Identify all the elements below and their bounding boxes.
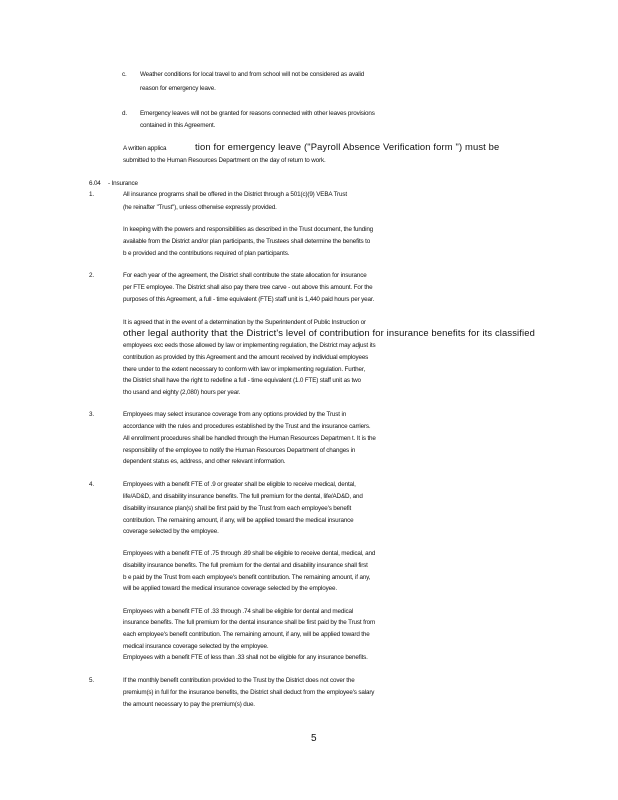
p4-line-14: Employees with a benefit FTE of less than .33 shall not be eligible for any insurance benefits.	[123, 654, 368, 661]
p2-line-5: other legal authority that the District's level of contribution for insurance benefits for its classified	[123, 327, 536, 338]
p2-label: 2.	[89, 272, 94, 279]
p1-line-4: available from the District and/or plan participants, the Trustees shall determine the benefits to	[123, 238, 371, 245]
p3-line-1: Employees may select insurance coverage from any options provided by the Trust in	[123, 411, 347, 418]
item-c-label: c.	[122, 71, 127, 78]
written-request-line-1a: A written applica	[123, 145, 167, 152]
item-c-line-2: reason for emergency leave.	[140, 85, 216, 92]
p2-line-2: per FTE employee. The District shall also pay there tree carve - out above this amount. For the	[123, 284, 373, 291]
p5-line-1: If the monthly benefit contribution provided to the Trust by the District does not cover the	[123, 677, 355, 684]
p4-line-13: medical insurance coverage selected by the employee.	[123, 643, 269, 650]
p5-line-2: premium(s) in full for the insurance benefits, the District shall deduct from the employee's salary	[123, 689, 375, 696]
p2-line-3: purposes of this Agreement, a full - time equivalent (FTE) staff unit is 1,440 paid hours per year.	[123, 296, 375, 303]
p4-line-1: Employees with a benefit FTE of .9 or greater shall be eligible to receive medical, dental,	[123, 481, 356, 488]
p4-line-3: disability insurance plan(s) shall be first paid by the Trust from each employee's benefit	[123, 505, 352, 512]
p4-line-9: will be applied toward the medical insurance coverage selected by the employee.	[123, 585, 337, 592]
p2-line-8: there under to the extent necessary to conform with law or implementing regulation. Further,	[123, 366, 366, 373]
section-number: 6.04	[89, 180, 101, 187]
p1-line-5: b e provided and the contributions required of plan participants.	[123, 250, 290, 257]
p1-line-3: In keeping with the powers and responsibilities as described in the Trust document, the funding	[123, 226, 374, 233]
p4-line-7: disability insurance benefits. The full premium for the dental and disability insurance shall first	[123, 562, 368, 569]
p3-line-3: All enrollment procedures shall be handled through the Human Resources Departmen t. It is the	[123, 435, 376, 442]
p2-line-4: It is agreed that in the event of a determination by the Superintendent of Public Instruction or	[123, 319, 366, 326]
p3-line-2: accordance with the rules and procedures established by the Trust and the insurance carriers.	[123, 423, 371, 430]
p5-line-3: the amount necessary to pay the premium(s) due.	[123, 701, 255, 708]
p4-line-5: coverage selected by the employee.	[123, 528, 219, 535]
written-request-line-2: submitted to the Human Resources Department on the day of return to work.	[123, 157, 326, 164]
page-number: 5	[311, 733, 317, 744]
p4-line-10: Employees with a benefit FTE of .33 through .74 shall be eligible for dental and medical	[123, 608, 354, 615]
written-request-line-1b: tion for emergency leave ("Payroll Absence Verification form ") must be	[195, 141, 500, 152]
p4-line-12: each employee's benefit contribution. The remaining amount, if any, will be applied toward the	[123, 631, 370, 638]
p1-label: 1.	[89, 191, 94, 198]
p1-line-1: All insurance programs shall be offered in the District through a 501(c)(9) VEBA Trust	[123, 191, 347, 198]
p3-line-4: responsibility of the employee to notify the Human Resources Department of changes in	[123, 447, 356, 454]
p4-label: 4.	[89, 481, 94, 488]
p2-line-6: employees exc eeds those allowed by law or implementing regulation, the District may adjust its	[123, 342, 376, 349]
p4-line-8: b e paid by the Trust from each employee's benefit contribution. The remaining amount, if any,	[123, 574, 371, 581]
p3-line-5: dependent status es, address, and other relevant information.	[123, 458, 286, 465]
item-c-line-1: Weather conditions for local travel to and from school will not be considered as avalid	[140, 71, 365, 78]
item-d-line-1: Emergency leaves will not be granted for reasons connected with other leaves provisions	[140, 110, 375, 117]
p2-line-1: For each year of the agreement, the District shall contribute the state allocation for insurance	[123, 272, 367, 279]
p4-line-4: contribution. The remaining amount, if any, will be applied toward the medical insurance	[123, 517, 354, 524]
p5-label: 5.	[89, 677, 94, 684]
p3-label: 3.	[89, 411, 94, 418]
p4-line-11: insurance benefits. The full premium for the dental insurance shall be first paid by the Trust from	[123, 619, 376, 626]
p1-line-2: (he reinafter "Trust"), unless otherwise expressly provided.	[123, 204, 277, 211]
section-title: - Insurance	[108, 180, 138, 187]
p2-line-9: the District shall have the right to redefine a full - time equivalent (1.0 FTE) staff unit as two	[123, 377, 361, 384]
item-d-line-2: contained in this Agreement.	[140, 122, 216, 129]
item-d-label: d.	[122, 110, 127, 117]
p2-line-7: contribution as provided by this Agreement and the amount received by individual employees	[123, 354, 369, 361]
p2-line-10: tho usand and eighty (2,080) hours per year.	[123, 389, 241, 396]
p4-line-6: Employees with a benefit FTE of .75 through .89 shall be eligible to receive dental, medical, and	[123, 550, 376, 557]
p4-line-2: life/AD&D, and disability insurance benefits. The full premium for the dental, life/AD&D, and	[123, 493, 363, 500]
